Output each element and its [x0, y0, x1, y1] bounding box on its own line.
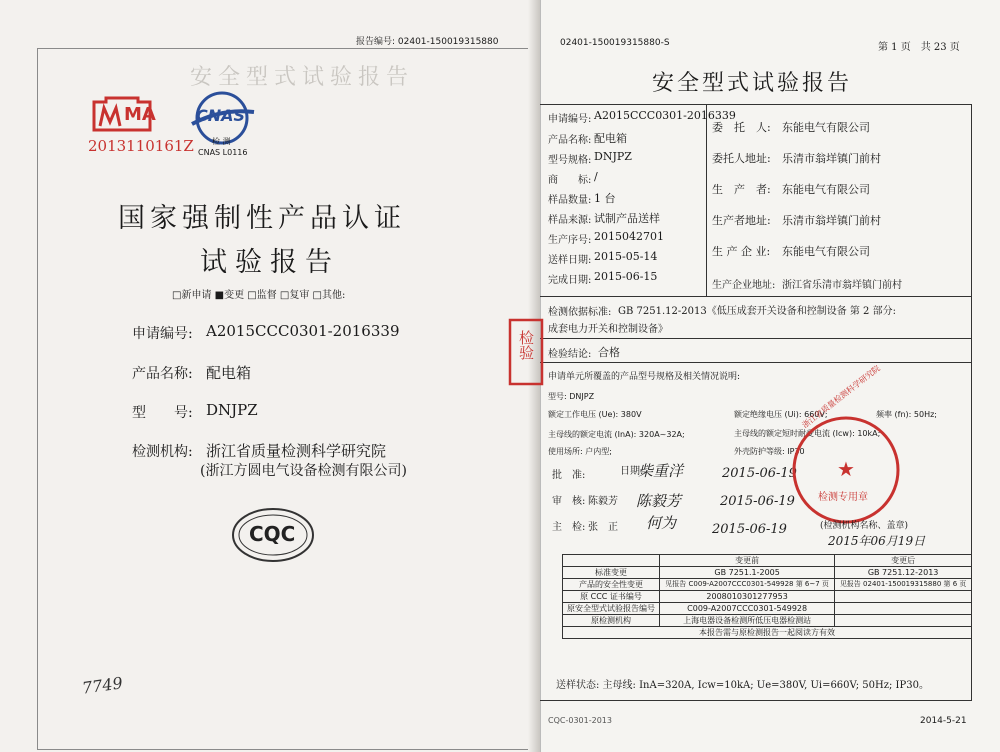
cma-number: 2013110161Z	[88, 137, 194, 155]
info-value-factory-address: 浙江省乐清市翁垟镇门前村	[782, 280, 902, 291]
insulation-line: 额定绝缘电压 (Ui): 660V;	[734, 410, 828, 419]
model-value: DNJPZ	[206, 401, 258, 419]
table-cell: 原安全型式试验报告编号	[563, 603, 660, 615]
app-no-value: A2015CCC0301-2016339	[206, 322, 400, 340]
info-value-serial: 2015042701	[594, 230, 664, 243]
basis-value-line2: 成套电力开关和控制设备》	[548, 324, 668, 335]
info-label-producer: 生 产 者:	[712, 183, 771, 196]
seal-text-outer: 浙江省质量检测科学研究院	[800, 363, 882, 430]
table-row	[563, 567, 972, 579]
table-rule-mid	[706, 104, 707, 296]
voltage-line: 额定工作电压 (Ue): 380V	[548, 410, 642, 419]
frequency-line: 频率 (fn): 50Hz;	[876, 410, 937, 419]
cnas-text: CNAS	[196, 106, 246, 125]
table-cell: 见报告 02401-150019315880 第 6 页	[835, 579, 972, 591]
cover-report-number: 报告编号: 02401-150019315880	[356, 37, 499, 47]
conclusion-label: 检验结论:	[548, 349, 592, 360]
table-rule-top	[540, 104, 972, 105]
info-value-producer-address: 乐清市翁垟镇门前村	[782, 214, 881, 227]
table-cell: GB 7251.1-2005	[660, 567, 835, 579]
seal-note: (检测机构名称、盖章)	[820, 521, 909, 531]
cover-title-line1: 国家强制性产品认证	[118, 203, 406, 234]
table-cell: 上海电器设备检测所低压电器检测站	[660, 615, 835, 627]
place-line: 使用场所: 户内型;	[548, 447, 612, 456]
basis-label: 检测依据标准:	[548, 307, 612, 318]
table-cell: GB 7251.12-2013	[835, 567, 972, 579]
sample-status-line: 送样状态: 主母线: InA=320A, Icw=10kA; Ue=380V, Ui=660V; 50Hz; IP30。	[556, 680, 929, 691]
info-value-source: 试制产品送样	[594, 212, 660, 225]
table-cell: 产品的安全性变更	[563, 579, 660, 591]
table-cell: 变更后	[835, 555, 972, 567]
svg-text:★: ★	[837, 457, 855, 481]
table-cell	[563, 555, 660, 567]
cqc-logo	[230, 506, 316, 564]
cnas-logo	[186, 88, 258, 166]
info-value-app-no: A2015CCC0301-2016339	[594, 109, 736, 122]
table-cell	[835, 603, 972, 615]
cover-title-line2: 试验报告	[200, 247, 340, 278]
cma-text: MA	[124, 104, 156, 125]
cqc-text: CQC	[249, 522, 296, 546]
table-cell: 标准变更	[563, 567, 660, 579]
edge-seal-text: 检验	[517, 330, 535, 360]
table-row	[563, 603, 972, 615]
table-rule-basis	[540, 296, 972, 297]
table-cell: 2008010301277953	[660, 591, 835, 603]
edge-seal	[508, 318, 544, 386]
report-type-checkboxes: □新申请 ■变更 □监督 □复审 □其他:	[172, 290, 346, 301]
ip-line: 外壳防护等级: IP30	[734, 447, 805, 456]
info-value-producer: 东能电气有限公司	[782, 183, 870, 196]
table-cell: 变更前	[660, 555, 835, 567]
info-value-brand: /	[594, 170, 598, 183]
info-value-received: 2015-05-14	[594, 250, 658, 263]
info-label-received: 送样日期:	[548, 255, 592, 266]
info-label-model: 型号规格:	[548, 155, 592, 166]
report-title: 安全型式试验报告	[652, 71, 853, 96]
info-label-client: 委 托 人:	[712, 121, 771, 134]
table-row	[563, 615, 972, 627]
official-seal	[790, 414, 902, 526]
footer-form-number: CQC-0301-2013	[548, 716, 612, 725]
info-value-client: 东能电气有限公司	[782, 121, 870, 134]
bleed-through-text: 安全型式试验报告	[190, 65, 415, 90]
table-cell: 原检测机构	[563, 615, 660, 627]
current-line: 主母线的额定电流 (InA): 320A~32A;	[548, 430, 685, 439]
reviewer-signature: 陈毅芳	[636, 492, 682, 510]
footer-date: 2014-5-21	[920, 716, 967, 726]
table-rule-bottom	[540, 700, 972, 701]
table-cell: C009-A2007CCC0301-549928	[660, 603, 835, 615]
info-value-completed: 2015-06-15	[594, 270, 658, 283]
coverage-line: 申请单元所覆盖的产品型号规格及相关情况说明:	[548, 372, 741, 382]
table-cell: 见报告 C009-A2007CCC0301-549928 第 6~7 页	[660, 579, 835, 591]
table-row	[563, 579, 972, 591]
info-label-factory-address: 生产企业地址:	[712, 280, 776, 291]
checker-label: 主 检:	[552, 522, 586, 533]
model-label: 型 号:	[132, 405, 193, 421]
table-cell	[835, 591, 972, 603]
app-no-label: 申请编号:	[132, 326, 193, 342]
cnas-sub1: 检 测	[212, 137, 231, 146]
info-label-factory: 生 产 企 业:	[712, 245, 771, 258]
table-footnote: 本报告需与原检测报告一起阅读方有效	[563, 627, 972, 639]
approver-date: 2015-06-19	[722, 466, 797, 481]
cma-logo	[90, 96, 154, 134]
info-label-serial: 生产序号:	[548, 235, 592, 246]
seal-date: 2015年06月19日	[828, 534, 926, 548]
model-line: 型号: DNJPZ	[548, 392, 595, 401]
info-label-product: 产品名称:	[548, 135, 592, 146]
info-label-app-no: 申请编号:	[548, 114, 592, 125]
lab-value-line2: (浙江方圆电气设备检测有限公司)	[200, 463, 407, 479]
product-value: 配电箱	[206, 364, 252, 382]
table-rule-coverage	[540, 362, 972, 363]
table-row	[563, 555, 972, 567]
checker-signature: 何为	[646, 514, 677, 532]
lab-label: 检测机构:	[132, 444, 193, 460]
reviewer-date: 2015-06-19	[720, 494, 795, 509]
checker-date: 2015-06-19	[712, 522, 787, 537]
table-rule-conclusion	[540, 338, 972, 339]
cnas-sub2: CNAS L0116	[198, 148, 248, 157]
table-cell	[835, 615, 972, 627]
report-number: 02401-150019315880-S	[560, 38, 670, 48]
page-info: 第 1 页 共 23 页	[878, 42, 960, 53]
info-value-model: DNJPZ	[594, 150, 632, 163]
reviewer-label: 审 核:	[552, 496, 586, 507]
basis-value-line1: GB 7251.12-2013《低压成套开关设备和控制设备 第 2 部分:	[618, 306, 896, 317]
info-label-source: 样品来源:	[548, 215, 592, 226]
short-time-line: 主母线的额定短时耐受电流 (Icw): 10kA;	[734, 429, 881, 438]
handwritten-number: 7749	[80, 673, 124, 698]
approver-signature: 柴重洋	[638, 462, 684, 480]
info-label-qty: 样品数量:	[548, 195, 592, 206]
info-value-qty: 1 台	[594, 192, 616, 205]
info-label-producer-address: 生产者地址:	[712, 214, 771, 227]
lab-value-line1: 浙江省质量检测科学研究院	[206, 442, 387, 460]
info-value-factory: 东能电气有限公司	[782, 245, 870, 258]
info-value-client-address: 乐清市翁垟镇门前村	[782, 152, 881, 165]
info-value-product: 配电箱	[594, 132, 627, 145]
info-label-completed: 完成日期:	[548, 275, 592, 286]
reviewer-name: 陈毅芳	[588, 496, 618, 507]
checker-name: 张 正	[588, 522, 618, 533]
info-label-client-address: 委托人地址:	[712, 152, 771, 165]
table-cell: 原 CCC 证书编号	[563, 591, 660, 603]
table-row	[563, 591, 972, 603]
seal-text-inner: 检测专用章	[818, 492, 868, 503]
approver-date-label: 日期:	[620, 466, 644, 477]
table-row	[563, 627, 972, 639]
product-label: 产品名称:	[132, 366, 193, 382]
info-label-brand: 商 标:	[548, 175, 592, 186]
change-table	[562, 554, 972, 639]
conclusion-value: 合格	[598, 346, 620, 359]
approver-label: 批 准:	[552, 470, 586, 481]
